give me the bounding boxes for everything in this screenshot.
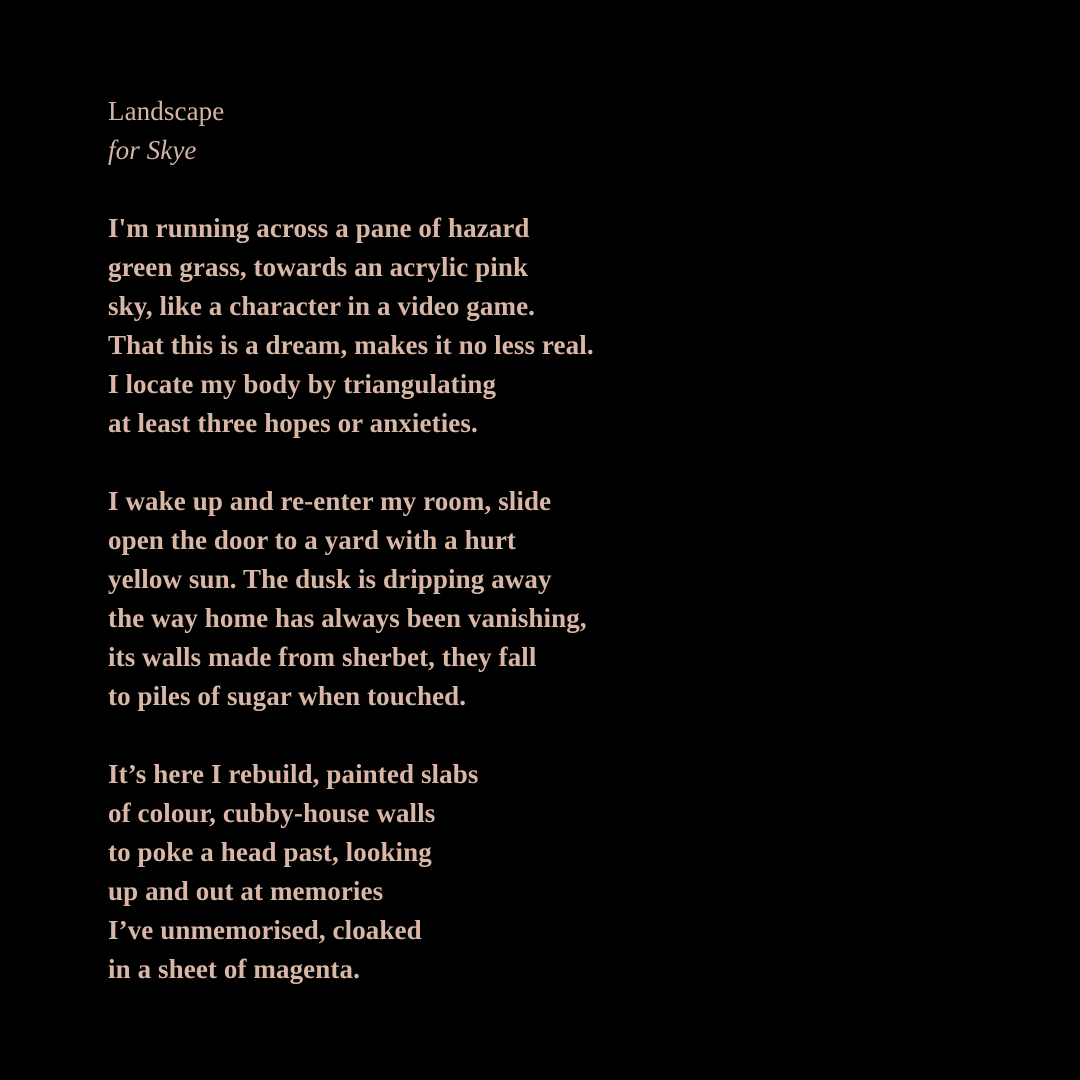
poem-line: of colour, cubby-house walls [108, 798, 436, 828]
poem-line: I’ve unmemorised, cloaked [108, 915, 422, 945]
poem-line: open the door to a yard with a hurt [108, 525, 517, 555]
poem-line: green grass, towards an acrylic pink [108, 252, 529, 282]
stanza-gap [108, 716, 1008, 755]
poem-dedication: for Skye [108, 135, 197, 165]
poem-line: at least three hopes or anxieties. [108, 408, 478, 438]
poem-line: up and out at memories [108, 876, 384, 906]
poem-line: to piles of sugar when touched. [108, 681, 467, 711]
poem-line: yellow sun. The dusk is dripping away [108, 564, 552, 594]
poem-line: the way home has always been vanishing, [108, 603, 587, 633]
poem-line: I'm running across a pane of hazard [108, 213, 530, 243]
stanza-gap [108, 170, 1008, 209]
poem-line: sky, like a character in a video game. [108, 291, 536, 321]
stanza-3 [108, 755, 1008, 989]
poem [108, 92, 1008, 989]
poem-title: Landscape [108, 96, 225, 126]
poem-line: in a sheet of magenta. [108, 954, 360, 984]
stanza-gap [108, 443, 1008, 482]
poem-line: to poke a head past, looking [108, 837, 432, 867]
poem-line: It’s here I rebuild, painted slabs [108, 759, 479, 789]
poem-line: I locate my body by triangulating [108, 369, 497, 399]
stanza-1 [108, 209, 1008, 443]
stanza-2 [108, 482, 1008, 716]
poem-line: I wake up and re-enter my room, slide [108, 486, 552, 516]
poem-line: its walls made from sherbet, they fall [108, 642, 537, 672]
poem-line: That this is a dream, makes it no less real. [108, 330, 594, 360]
